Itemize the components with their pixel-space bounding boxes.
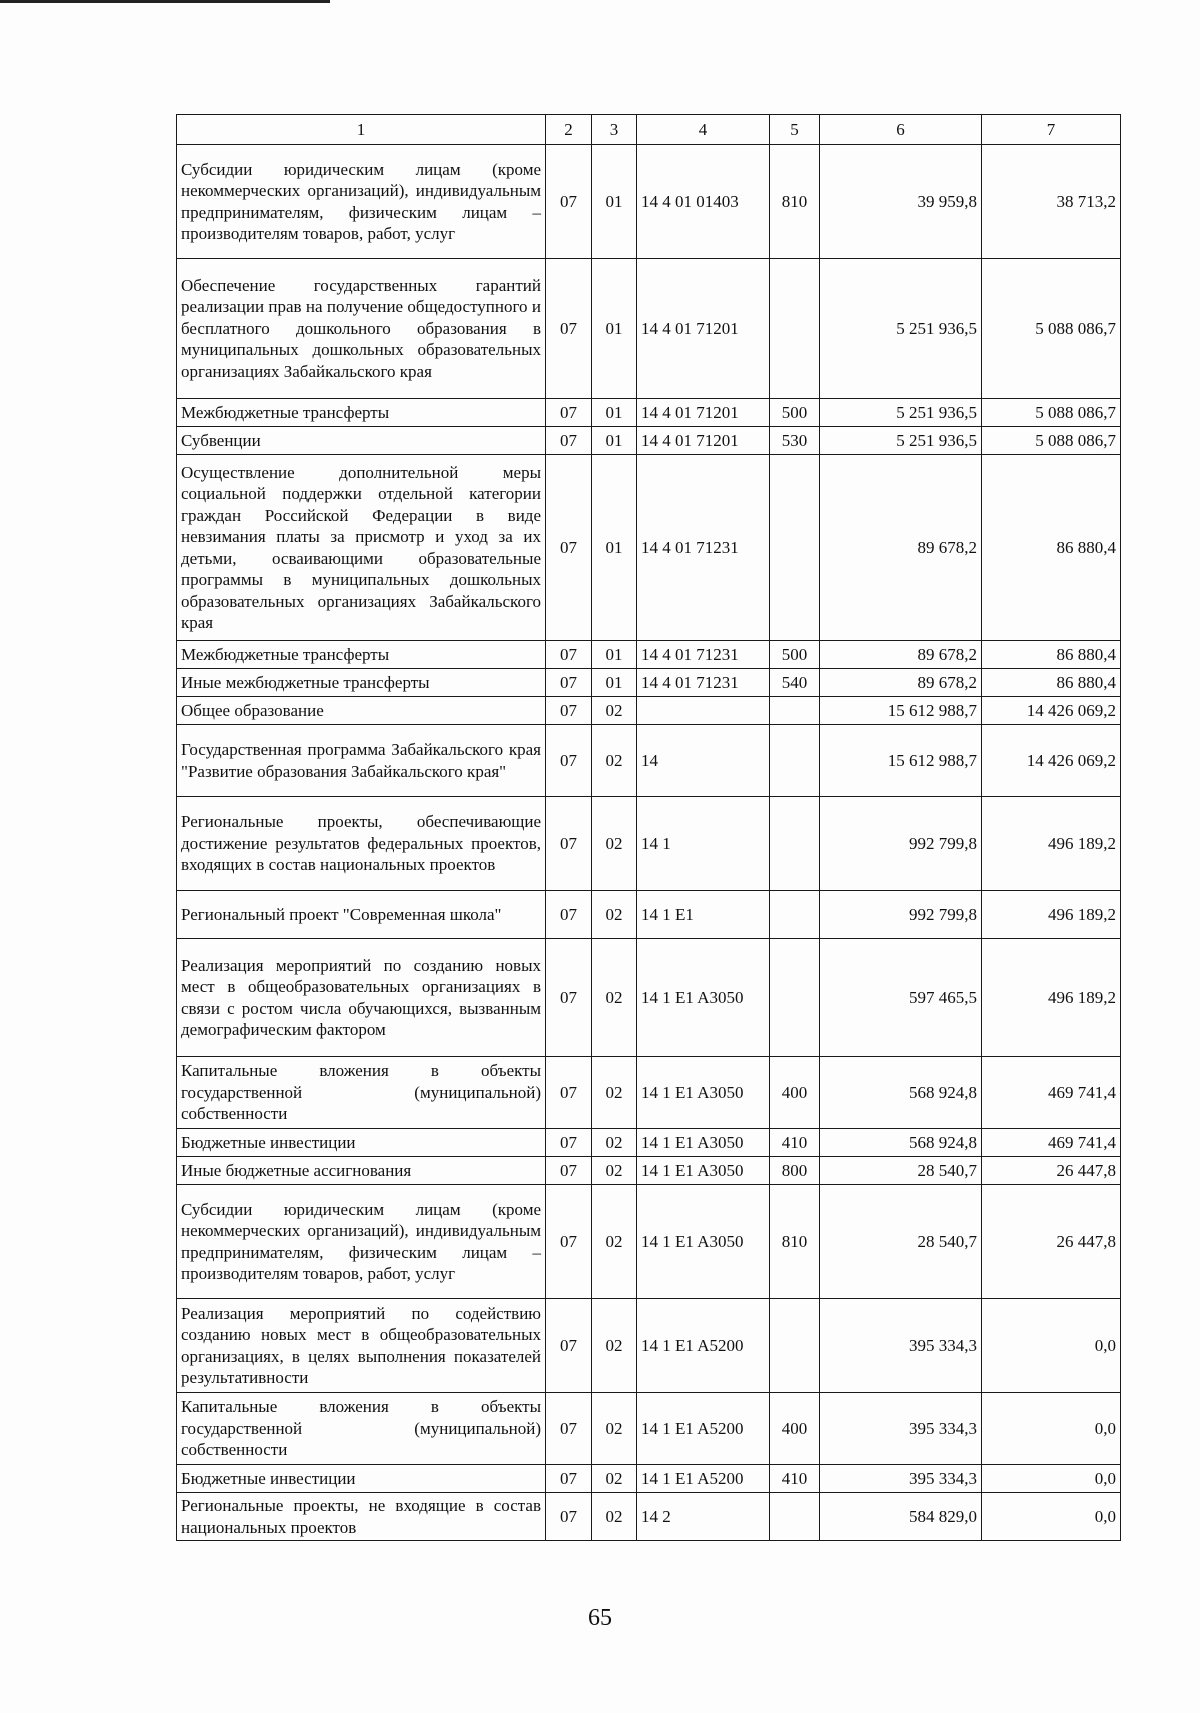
row-amount-1: 89 678,2 [820, 641, 982, 669]
row-name: Общее образование [177, 697, 546, 725]
table-row [177, 725, 1121, 797]
row-target-code: 14 4 01 71201 [637, 399, 770, 427]
row-expense-type [770, 939, 820, 1057]
row-subsection: 02 [592, 725, 637, 797]
row-amount-1: 89 678,2 [820, 455, 982, 641]
row-expense-type [770, 797, 820, 891]
row-expense-type: 530 [770, 427, 820, 455]
row-target-code: 14 1 E1 A3050 [637, 1157, 770, 1185]
row-section: 07 [546, 1057, 592, 1129]
row-target-code: 14 1 E1 A5200 [637, 1299, 770, 1393]
row-amount-2: 496 189,2 [982, 939, 1121, 1057]
table-row [177, 669, 1121, 697]
row-subsection: 01 [592, 455, 637, 641]
row-section: 07 [546, 725, 592, 797]
row-amount-1: 568 924,8 [820, 1057, 982, 1129]
row-section: 07 [546, 1393, 592, 1465]
row-amount-2: 0,0 [982, 1465, 1121, 1493]
row-amount-2: 86 880,4 [982, 455, 1121, 641]
table-row [177, 259, 1121, 399]
row-expense-type: 810 [770, 1185, 820, 1299]
header-row [177, 115, 1121, 145]
row-name: Субвенции [177, 427, 546, 455]
row-amount-2: 38 713,2 [982, 145, 1121, 259]
row-subsection: 02 [592, 1493, 637, 1541]
row-amount-1: 992 799,8 [820, 891, 982, 939]
row-name: Региональный проект "Современная школа" [177, 891, 546, 939]
row-name: Обеспечение государственных гарантий реализации прав на получение общедоступного и бесплатного дошкольного образования в муниципальных дошкольных образовательных организациях Забайкальского края [177, 259, 546, 399]
row-subsection: 02 [592, 939, 637, 1057]
row-section: 07 [546, 427, 592, 455]
table-row [177, 1299, 1121, 1393]
row-subsection: 01 [592, 259, 637, 399]
row-name: Межбюджетные трансферты [177, 399, 546, 427]
row-subsection: 02 [592, 1057, 637, 1129]
row-section: 07 [546, 145, 592, 259]
row-expense-type [770, 455, 820, 641]
row-subsection: 01 [592, 145, 637, 259]
row-name: Субсидии юридическим лицам (кроме некоммерческих организаций), индивидуальным предпринимателям, физическим лицам – производителям товаров, работ, услуг [177, 1185, 546, 1299]
row-target-code: 14 1 E1 A3050 [637, 1057, 770, 1129]
row-amount-2: 469 741,4 [982, 1057, 1121, 1129]
row-subsection: 02 [592, 1157, 637, 1185]
table-row [177, 1057, 1121, 1129]
row-expense-type [770, 697, 820, 725]
row-amount-1: 89 678,2 [820, 669, 982, 697]
row-amount-2: 496 189,2 [982, 797, 1121, 891]
row-section: 07 [546, 259, 592, 399]
row-amount-2: 5 088 086,7 [982, 399, 1121, 427]
row-amount-2: 5 088 086,7 [982, 259, 1121, 399]
row-name: Бюджетные инвестиции [177, 1129, 546, 1157]
table-row [177, 939, 1121, 1057]
header-cell-2: 2 [546, 115, 592, 145]
row-amount-2: 469 741,4 [982, 1129, 1121, 1157]
row-amount-1: 597 465,5 [820, 939, 982, 1057]
header-cell-1: 1 [177, 115, 546, 145]
row-expense-type [770, 259, 820, 399]
row-subsection: 01 [592, 427, 637, 455]
row-target-code: 14 4 01 71231 [637, 455, 770, 641]
table-row [177, 1157, 1121, 1185]
table-row [177, 455, 1121, 641]
table-row [177, 797, 1121, 891]
row-expense-type: 500 [770, 399, 820, 427]
row-target-code: 14 1 E1 A3050 [637, 939, 770, 1057]
row-name: Капитальные вложения в объекты государственной (муниципальной) собственности [177, 1057, 546, 1129]
row-amount-1: 39 959,8 [820, 145, 982, 259]
row-name: Бюджетные инвестиции [177, 1465, 546, 1493]
row-subsection: 02 [592, 891, 637, 939]
table-row [177, 399, 1121, 427]
row-amount-1: 28 540,7 [820, 1157, 982, 1185]
row-amount-2: 0,0 [982, 1493, 1121, 1541]
row-amount-1: 584 829,0 [820, 1493, 982, 1541]
row-name: Осуществление дополнительной меры социальной поддержки отдельной категории граждан Российской Федерации в виде невзимания платы за присмотр и уход за их детьми, осваивающими образовательные программы в муниципальных дошкольных образовательных организациях Забайкальского края [177, 455, 546, 641]
row-target-code: 14 4 01 01403 [637, 145, 770, 259]
row-expense-type: 810 [770, 145, 820, 259]
row-name: Капитальные вложения в объекты государственной (муниципальной) собственности [177, 1393, 546, 1465]
row-amount-1: 15 612 988,7 [820, 725, 982, 797]
row-section: 07 [546, 1465, 592, 1493]
row-target-code: 14 1 E1 [637, 891, 770, 939]
table-row [177, 1493, 1121, 1541]
row-name: Реализация мероприятий по созданию новых мест в общеобразовательных организациях в связи с ростом числа обучающихся, вызванным демографическим фактором [177, 939, 546, 1057]
header-cell-6: 6 [820, 115, 982, 145]
row-section: 07 [546, 1129, 592, 1157]
row-amount-2: 5 088 086,7 [982, 427, 1121, 455]
row-amount-2: 496 189,2 [982, 891, 1121, 939]
row-expense-type: 400 [770, 1393, 820, 1465]
row-target-code: 14 1 E1 A5200 [637, 1465, 770, 1493]
page-number: 65 [588, 1605, 612, 1631]
row-subsection: 02 [592, 1299, 637, 1393]
row-subsection: 01 [592, 399, 637, 427]
row-subsection: 02 [592, 797, 637, 891]
row-target-code: 14 2 [637, 1493, 770, 1541]
table-row [177, 1185, 1121, 1299]
row-section: 07 [546, 1157, 592, 1185]
row-amount-2: 0,0 [982, 1299, 1121, 1393]
row-section: 07 [546, 939, 592, 1057]
row-amount-2: 86 880,4 [982, 669, 1121, 697]
table-row [177, 145, 1121, 259]
row-target-code: 14 4 01 71201 [637, 259, 770, 399]
table-row [177, 697, 1121, 725]
row-target-code: 14 4 01 71231 [637, 641, 770, 669]
table-row [177, 1465, 1121, 1493]
row-section: 07 [546, 455, 592, 641]
row-expense-type: 500 [770, 641, 820, 669]
row-target-code: 14 4 01 71201 [637, 427, 770, 455]
header-cell-7: 7 [982, 115, 1121, 145]
row-subsection: 02 [592, 1185, 637, 1299]
row-section: 07 [546, 1185, 592, 1299]
row-subsection: 02 [592, 1393, 637, 1465]
row-target-code: 14 1 [637, 797, 770, 891]
row-expense-type [770, 725, 820, 797]
row-amount-1: 15 612 988,7 [820, 697, 982, 725]
row-amount-2: 14 426 069,2 [982, 725, 1121, 797]
row-amount-1: 395 334,3 [820, 1393, 982, 1465]
row-name: Иные межбюджетные трансферты [177, 669, 546, 697]
budget-table [176, 114, 1121, 1541]
row-section: 07 [546, 641, 592, 669]
row-name: Межбюджетные трансферты [177, 641, 546, 669]
row-name: Реализация мероприятий по содействию созданию новых мест в общеобразовательных организациях, в целях выполнения показателей результативности [177, 1299, 546, 1393]
row-target-code [637, 697, 770, 725]
row-name: Субсидии юридическим лицам (кроме некоммерческих организаций), индивидуальным предпринимателям, физическим лицам – производителям товаров, работ, услуг [177, 145, 546, 259]
row-amount-1: 992 799,8 [820, 797, 982, 891]
row-amount-2: 0,0 [982, 1393, 1121, 1465]
row-name: Региональные проекты, обеспечивающие достижение результатов федеральных проектов, входящих в состав национальных проектов [177, 797, 546, 891]
row-amount-2: 86 880,4 [982, 641, 1121, 669]
row-subsection: 01 [592, 669, 637, 697]
row-amount-1: 5 251 936,5 [820, 427, 982, 455]
row-expense-type [770, 1493, 820, 1541]
table-row [177, 1393, 1121, 1465]
row-expense-type: 410 [770, 1129, 820, 1157]
row-expense-type: 400 [770, 1057, 820, 1129]
row-amount-2: 14 426 069,2 [982, 697, 1121, 725]
row-target-code: 14 1 E1 A3050 [637, 1129, 770, 1157]
header-cell-5: 5 [770, 115, 820, 145]
row-amount-1: 395 334,3 [820, 1299, 982, 1393]
table-row [177, 891, 1121, 939]
row-section: 07 [546, 399, 592, 427]
row-amount-2: 26 447,8 [982, 1185, 1121, 1299]
row-section: 07 [546, 697, 592, 725]
row-name: Региональные проекты, не входящие в состав национальных проектов [177, 1493, 546, 1541]
row-name: Государственная программа Забайкальского края "Развитие образования Забайкальского края" [177, 725, 546, 797]
table-row [177, 1129, 1121, 1157]
row-section: 07 [546, 669, 592, 697]
header-cell-3: 3 [592, 115, 637, 145]
row-section: 07 [546, 891, 592, 939]
row-target-code: 14 4 01 71231 [637, 669, 770, 697]
row-amount-1: 395 334,3 [820, 1465, 982, 1493]
row-expense-type: 410 [770, 1465, 820, 1493]
row-section: 07 [546, 1493, 592, 1541]
header-cell-4: 4 [637, 115, 770, 145]
row-subsection: 02 [592, 697, 637, 725]
row-name: Иные бюджетные ассигнования [177, 1157, 546, 1185]
row-subsection: 02 [592, 1465, 637, 1493]
row-amount-1: 5 251 936,5 [820, 259, 982, 399]
row-amount-1: 568 924,8 [820, 1129, 982, 1157]
row-expense-type [770, 891, 820, 939]
row-section: 07 [546, 1299, 592, 1393]
row-target-code: 14 [637, 725, 770, 797]
table-row [177, 427, 1121, 455]
row-target-code: 14 1 E1 A3050 [637, 1185, 770, 1299]
top-edge-rule [0, 0, 330, 3]
row-expense-type [770, 1299, 820, 1393]
row-expense-type: 800 [770, 1157, 820, 1185]
row-subsection: 02 [592, 1129, 637, 1157]
table-row [177, 641, 1121, 669]
row-subsection: 01 [592, 641, 637, 669]
row-section: 07 [546, 797, 592, 891]
row-amount-1: 5 251 936,5 [820, 399, 982, 427]
row-amount-2: 26 447,8 [982, 1157, 1121, 1185]
row-amount-1: 28 540,7 [820, 1185, 982, 1299]
row-expense-type: 540 [770, 669, 820, 697]
row-target-code: 14 1 E1 A5200 [637, 1393, 770, 1465]
